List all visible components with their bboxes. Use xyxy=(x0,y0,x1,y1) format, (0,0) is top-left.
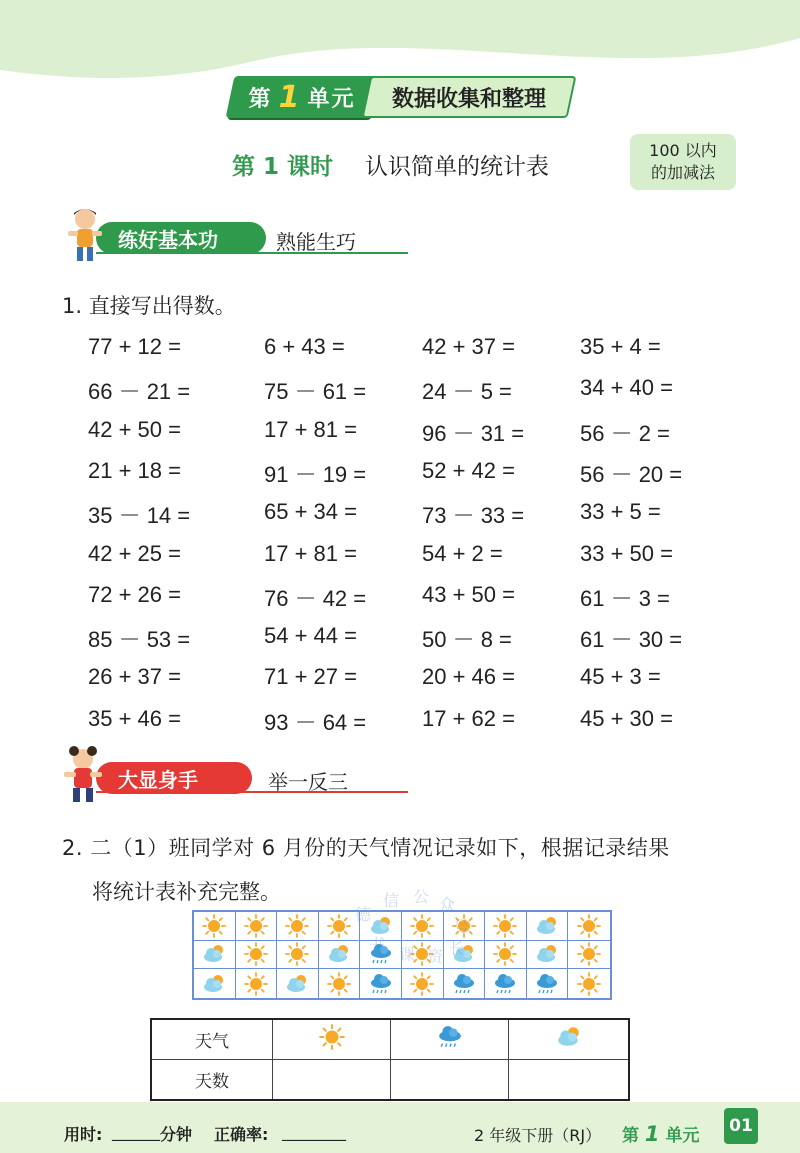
stat-row-weather xyxy=(151,1019,629,1060)
q1-expression: 24 － 5 = xyxy=(422,379,512,405)
weather-cell xyxy=(527,912,569,941)
section1-title: 练好基本功 xyxy=(96,222,266,254)
stat-label-weather: 天气 xyxy=(151,1019,273,1060)
q1-expression: 17 + 62 = xyxy=(422,705,515,731)
q1-expression: 85 － 53 = xyxy=(88,627,191,653)
q1-expression: 71 + 27 = xyxy=(264,664,357,690)
q1-expression: 6 + 43 = xyxy=(264,334,345,359)
q1-expression: 61 － 30 = xyxy=(580,627,683,653)
sun-icon xyxy=(319,1024,345,1050)
sun-icon xyxy=(577,942,601,966)
q1-expression: 65 + 34 = xyxy=(264,499,357,525)
q1-expression: 91 － 19 = xyxy=(264,461,367,487)
q1-expression: 93 － 64 = xyxy=(264,709,367,735)
q1-expression: 76 － 42 = xyxy=(264,585,367,611)
q1-expression: 54 + 2 = xyxy=(422,540,503,566)
weather-cell xyxy=(194,941,236,970)
sun-icon xyxy=(493,942,517,966)
q1-expression: 77 + 12 = xyxy=(88,334,181,359)
section2-title: 大显身手 xyxy=(96,762,252,794)
footer-accuracy-label: 正确率: xyxy=(214,1125,269,1144)
watermark-char: 众 xyxy=(439,895,456,914)
q1-expression: 20 + 46 = xyxy=(422,664,515,690)
q1-expression: 43 + 50 = xyxy=(422,581,515,607)
q1-expression: 73 － 33 = xyxy=(422,503,525,529)
footer-time-blank[interactable]: ______ xyxy=(112,1122,160,1141)
rain-cloud-icon xyxy=(493,972,517,996)
lesson-name: 认识简单的统计表 xyxy=(365,154,549,180)
weather-cell xyxy=(236,941,278,970)
stat-answer-sun[interactable] xyxy=(273,1060,391,1101)
q1-expression: 52 + 42 = xyxy=(422,457,515,483)
topic-tag-line1: 100 以内 xyxy=(649,141,717,160)
sun-icon xyxy=(244,972,268,996)
weather-cell xyxy=(527,941,569,970)
q1-expression: 56 － 2 = xyxy=(580,420,670,446)
partly-cloudy-icon xyxy=(535,942,559,966)
q1-expression: 56 － 20 = xyxy=(580,461,683,487)
stat-label-days: 天数 xyxy=(151,1060,273,1101)
question1-label: 1. 直接写出得数。 xyxy=(62,294,236,318)
girl-mascot-icon xyxy=(60,746,106,806)
q1-expression: 50 － 8 = xyxy=(422,627,512,653)
q1-expression: 21 + 18 = xyxy=(88,457,181,483)
stat-icon-cell xyxy=(509,1019,629,1060)
q1-expression: 33 + 50 = xyxy=(580,540,673,566)
weather-cell xyxy=(277,941,319,970)
sun-icon xyxy=(244,914,268,938)
weather-cell xyxy=(485,969,527,998)
weather-cell xyxy=(527,969,569,998)
q1-expression: 35 + 46 = xyxy=(88,705,181,731)
unit-badge xyxy=(230,76,374,118)
section1-subtitle: 熟能生巧 xyxy=(276,230,356,254)
weather-cell xyxy=(568,941,610,970)
stat-icon-cell xyxy=(391,1019,509,1060)
watermark-char: 信 xyxy=(383,891,400,910)
rain-cloud-icon xyxy=(535,972,559,996)
weather-cell xyxy=(485,912,527,941)
weather-cell xyxy=(568,912,610,941)
footer-book: 2 年级下册（RJ） xyxy=(474,1126,602,1145)
stat-icon-cell xyxy=(273,1019,391,1060)
weather-cell xyxy=(485,941,527,970)
boy-mascot-icon xyxy=(62,205,108,265)
weather-cell xyxy=(194,912,236,941)
sun-icon xyxy=(577,972,601,996)
partly-cloudy-icon xyxy=(535,914,559,938)
watermark-char: 资 xyxy=(427,947,444,966)
partly-cloudy-icon xyxy=(285,972,309,996)
sun-icon xyxy=(244,942,268,966)
sun-icon xyxy=(577,914,601,938)
watermark-char: 长 xyxy=(449,939,466,958)
unit-prefix: 第 xyxy=(248,86,273,112)
q1-expression: 61 － 3 = xyxy=(580,585,670,611)
weather-cell xyxy=(236,912,278,941)
watermark-char: 公 xyxy=(413,887,430,906)
topic-tag-line2: 的加减法 xyxy=(650,163,715,182)
partly-cloudy-icon xyxy=(556,1024,582,1050)
rain-cloud-icon xyxy=(437,1024,463,1050)
weather-cell xyxy=(568,969,610,998)
unit-title: 数据收集和整理 xyxy=(391,86,546,112)
weather-cell xyxy=(236,969,278,998)
q1-expression: 42 + 50 = xyxy=(88,416,181,442)
watermark-stamp xyxy=(335,880,475,980)
q1-expression: 35 + 4 = xyxy=(580,334,661,359)
partly-cloudy-icon xyxy=(202,942,226,966)
topic-tag xyxy=(630,134,736,190)
watermark-char: 课 xyxy=(399,945,416,964)
q1-expression: 35 － 14 = xyxy=(88,503,191,529)
q1-expression: 33 + 5 = xyxy=(580,499,661,525)
q1-expression: 17 + 81 = xyxy=(264,540,357,566)
section2-subtitle: 举一反三 xyxy=(268,770,348,794)
partly-cloudy-icon xyxy=(202,972,226,996)
q1-expression: 34 + 40 = xyxy=(580,375,673,401)
watermark-char: 德 xyxy=(355,905,372,924)
weather-cell xyxy=(277,912,319,941)
q1-expression: 17 + 81 = xyxy=(264,416,357,442)
q1-expression: 72 + 26 = xyxy=(88,581,181,607)
sun-icon xyxy=(202,914,226,938)
q1-expression: 96 － 31 = xyxy=(422,420,525,446)
question2-line1: 2. 二（1）班同学对 6 月份的天气情况记录如下，根据记录结果 xyxy=(62,836,670,860)
sun-icon xyxy=(285,914,309,938)
q1-expression: 45 + 3 = xyxy=(580,664,661,690)
page-number: 01 xyxy=(724,1108,758,1144)
q1-expression: 54 + 44 = xyxy=(264,623,357,649)
footer-accuracy-blank[interactable]: ________ xyxy=(282,1122,346,1141)
q1-expression: 66 － 21 = xyxy=(88,379,191,405)
stat-answer-rain[interactable] xyxy=(391,1060,509,1101)
statistics-table xyxy=(150,1018,630,1101)
unit-suffix: 单元 xyxy=(307,86,356,112)
footer-time-label: 用时: xyxy=(64,1125,103,1144)
q1-expression: 26 + 37 = xyxy=(88,664,181,690)
sun-icon xyxy=(493,914,517,938)
question2-line2: 将统计表补充完整。 xyxy=(92,880,281,904)
q1-expression: 42 + 25 = xyxy=(88,540,181,566)
watermark-char: 书 xyxy=(369,935,386,954)
stat-row-days xyxy=(151,1060,629,1101)
weather-cell xyxy=(277,969,319,998)
watermark-char: 号 xyxy=(453,917,470,936)
q1-expression: 42 + 37 = xyxy=(422,334,515,359)
q1-expression: 75 － 61 = xyxy=(264,379,367,405)
footer-unit: 第 1 单元 xyxy=(622,1122,700,1146)
lesson-number: 第 1 课时 xyxy=(232,154,334,180)
unit-number: 1 xyxy=(278,79,302,115)
sun-icon xyxy=(285,942,309,966)
footer-time-unit: 分钟 xyxy=(160,1125,193,1144)
weather-cell xyxy=(194,969,236,998)
stat-answer-cloudy[interactable] xyxy=(509,1060,629,1101)
q1-expression: 45 + 30 = xyxy=(580,705,673,731)
